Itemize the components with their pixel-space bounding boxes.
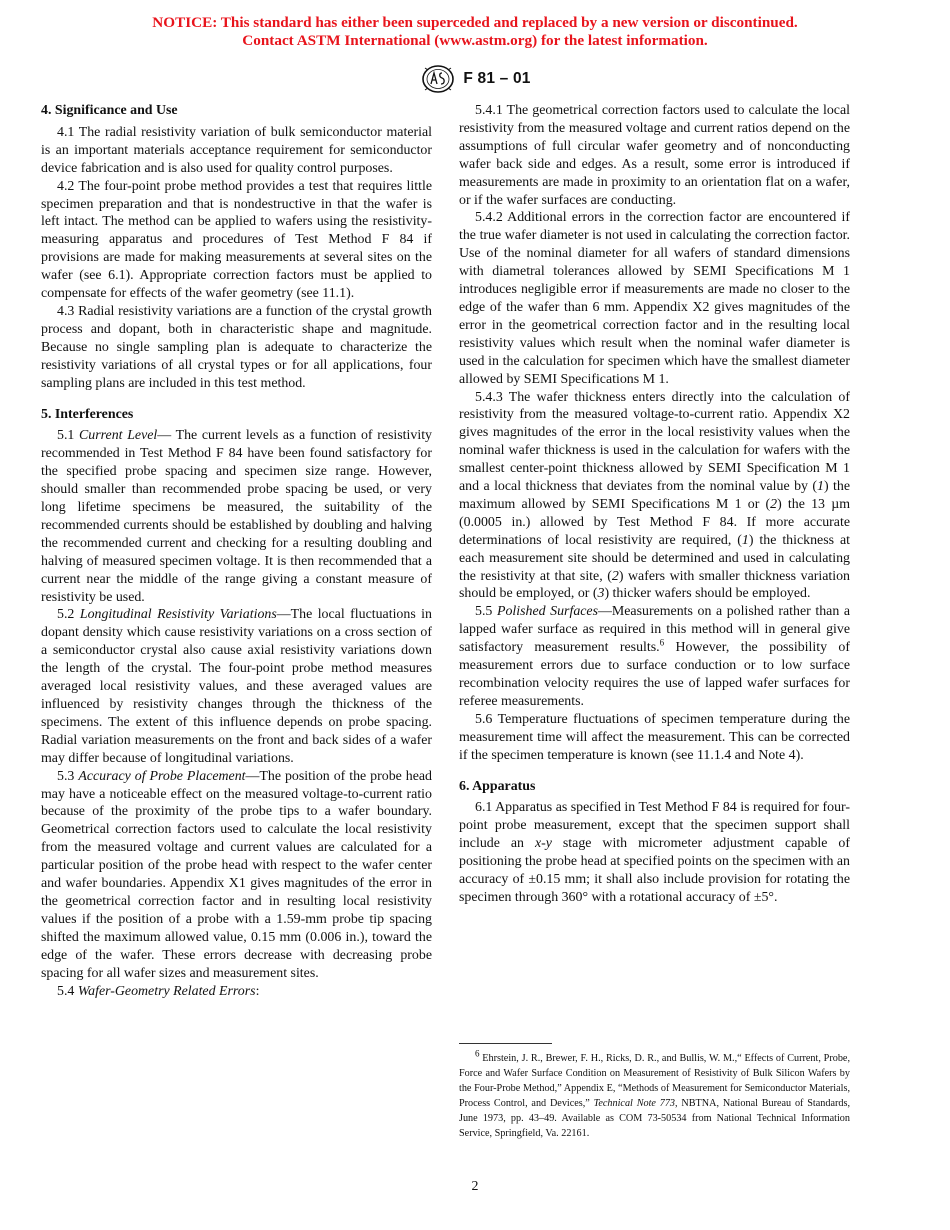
paragraph-4-1: 4.1 The radial resistivity variation of bulk semiconductor material is an important materials acceptance requirement for semiconductor device fabrication and is also used for quality control purposes. [41, 124, 432, 176]
paragraph-5-5: 5.5 Polished Surfaces—Measurements on a polished rather than a lapped wafer surface as required in this method will in general give satisfactory measurement results.$^6$ However, the possibility of measurement errors due to surface conduction or to low surface recombination velocity requires the use of lapped wafer surfaces for referee measurements. [459, 604, 851, 709]
footnote-6: $^6$ Ehrstein, J. R., Brewer, F. H., Ricks, D. R., and Bullis, W. M.,“ Effects of Current, Probe, Force and Wafer Surface Condition on Measurement of Resistivity of Bulk Silicon Wafers by the Four-Probe Method,” Appendix E, “Methods of Measurement for Semiconductor Materials, Process Control, and Devices,” Technical Note 773, NBTNA, National Bureau of Standards, June 1973, pp. 43–49. Available as COM 73-50534 from National Technical Information Service, Springfield, Va. 22161. [459, 1048, 850, 1139]
right-column [459, 102, 850, 907]
paragraph-4-3: 4.3 Radial resistivity variations are a function of the crystal growth process and dopant, both in characteristic shape and magnitude. Because no single sampling plan is adequate to characterize the resistivity variations of all crystal types or for all applications, four sampling plans are included in this test method. [41, 303, 432, 391]
left-column [41, 102, 432, 1000]
page-number: 2 [471, 1179, 479, 1194]
notice-line-1: NOTICE: This standard has either been superceded and replaced by a new version or discontinued. [152, 14, 798, 31]
footnote-ref-6[interactable]: 6 [659, 637, 665, 648]
standard-designation: F 81 – 01 [463, 70, 531, 87]
paragraph-5-4-3: 5.4.3 The wafer thickness enters directly into the calculation of resistivity from the measured voltage-to-current ratio. Appendix X2 gives magnitudes of the error in the local resistivity values when the nominal wafer thickness is used in the calculation for wafers with the smallest center-point thickness allowed by SEMI Specification M 1 and a local thickness that deviates from the nominal value by (1) the maximum allowed by SEMI Specifications M 1 or (2) the 13 µm (0.0005 in.) allowed by Test Method F 84. If more accurate determinations of local resistivity are required, (1) the thickness at each measurement site should be determined and used in calculating the resistivity at that site, (2) wafers with smaller thickness variation should be employed, or (3) thicker wafers should be employed. [459, 389, 850, 602]
paragraph-5-4-1: 5.4.1 The geometrical correction factors used to calculate the local resistivity from the measured voltage and current ratios depend on the assumptions of full circular wafer geometry and of nonconducting wafer back side and edges. As a result, some error is introduced if measurements are made in proximity to an orientation flat on a wafer, or if the wafer surfaces are conducting. [459, 103, 850, 208]
paragraph-5-3: 5.3 Accuracy of Probe Placement—The position of the probe head may have a noticeable effect on the measured voltage-to-current ratio because of the proximity of the probe tips to a wafer boundary. Geometrical correction factors used to calculate the local resistivity from the measured voltage and current values are calculated for a particular position of the probe head with respect to the wafer center and wafer boundaries. Appendix X1 gives magnitudes of the error in the geometrical correction factor and in resulting local resistivity values if the position of a probe with a 1.59-mm probe tip spacing shifted the maximum allowed value, 0.15 mm (0.006 in.), toward the edge of the wafer. These errors decrease with decreasing probe spacing for all wafer sizes and measurement sites. [41, 768, 432, 981]
footnote-divider [459, 1043, 552, 1044]
paragraph-5-4-2: 5.4.2 Additional errors in the correction factor are encountered if the true wafer diameter is not used in calculating the correction factor. Use of the nominal diameter for all wafers of standard dimensions with diametral tolerances allowed by SEMI Specifications M 1 introduces negligible error if measurements are made no closer to the edge of the wafer than 6 mm. Appendix X2 gives magnitudes of the error in the geometrical correction factor and in the resulting local resistivity values which result when the nominal wafer diameter is used in the calculation for specimen which have the smallest diameter allowed by SEMI Specifications M 1. [459, 210, 850, 387]
paragraph-4-2: 4.2 The four-point probe method provides a test that requires little specimen preparation and that is nondestructive in that the wafer is left intact. The method can be applied to wafers using the resistivity-measuring apparatus and procedures of Test Method F 84 if provisions are made for making measurements at several sites on the wafer (see 6.1). Appropriate correction factors must be applied to compensate for effects of the wafer geometry (see 11.1). [41, 178, 432, 302]
paragraph-6-1: 6.1 Apparatus as specified in Test Method F 84 is required for four-point probe measurement, except that the specimen support shall include an x-y stage with micrometer adjustment capable of positioning the probe head at specified points on the specimen with an accuracy of ±0.15 mm; it shall also include provision for rotating the specimen through 360° with a rotational accuracy of ±5°. [459, 800, 850, 905]
section-4-heading: 4. Significance and Use [41, 103, 178, 118]
paragraph-5-1: 5.1 Current Level— The current levels as a function of resistivity recommended in Test Method F 84 have been found satisfactory for the specified probe spacing and specimen size range. However, should smaller than recommended probe spacing be used, or very long lifetime specimens be measured, the suitability of the recommended currents should be established by doubling and halving the recommended current and checking for a resulting doubling and halving of measured specimen voltage. It is then recommended that a current near the middle of the range giving a constant measure of resistivity be used. [41, 428, 432, 605]
paragraph-5-4: 5.4 Wafer-Geometry Related Errors: [57, 983, 260, 999]
section-6-heading: 6. Apparatus [459, 778, 536, 794]
section-5-heading: 5. Interferences [41, 406, 134, 422]
paragraph-5-2: 5.2 Longitudinal Resistivity Variations—The local fluctuations in dopant density which cause resistivity variations on a cross section of a semiconductor crystal also cause axial resistivity variations down the length of the crystal. The four-point probe method measures averaged local resistivity values, and these averaged values are influenced by resistivity changes through the thickness of the specimens. The extent of this influence depends on probe spacing. Radial variation measurements on the front and back sides of a wafer may differ because of longitudinal variations. [41, 607, 432, 766]
supersession-notice [0, 14, 950, 50]
notice-line-2: Contact ASTM International (www.astm.org) for the latest information. [242, 32, 708, 49]
astm-logo-icon [419, 64, 457, 94]
paragraph-5-6: 5.6 Temperature fluctuations of specimen temperature during the measurement time will affect the measurement. This can be corrected if the specimen temperature is known (see 11.1.4 and Note 4). [459, 711, 850, 763]
page-header [0, 64, 950, 94]
